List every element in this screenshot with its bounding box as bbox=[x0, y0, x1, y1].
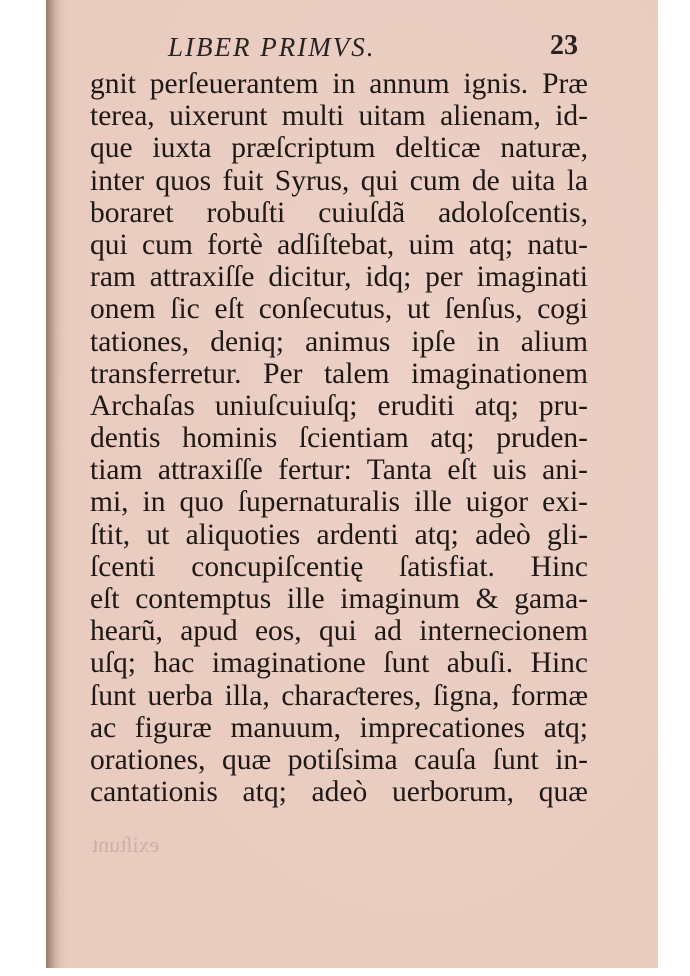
page-number: 23 bbox=[550, 30, 578, 61]
text-line: orationes, quæ potiſsima cauſa ſunt in- bbox=[90, 743, 588, 776]
text-line: que iuxta præſcriptum delticæ naturæ, bbox=[90, 132, 588, 165]
running-title: LIBER PRIMVS. bbox=[168, 32, 376, 62]
text-line: inter quos fuit Syrus, qui cum de uita la bbox=[90, 164, 588, 197]
text-line: tiam attraxiſſe fertur: Tanta eſt uis ani- bbox=[90, 454, 588, 487]
text-line: ſunt uerba illa, charaƈteres, ſigna, formæ bbox=[90, 679, 588, 712]
bleed-through-catchword: exiſtunt bbox=[92, 832, 160, 857]
text-line: cantationis atq; adeò uerborum, quæ bbox=[90, 776, 588, 809]
text-line: boraret robuſti cuiuſdã adoloſcentis, bbox=[90, 196, 588, 229]
text-line: ac figuræ manuum, imprecationes atq; bbox=[90, 711, 588, 744]
page-gutter-shadow bbox=[46, 0, 60, 968]
text-line: ram attraxiſſe dicitur, idq; per imaginati bbox=[90, 261, 588, 294]
text-line: Archaſas uniuſcuiuſq; eruditi atq; pru- bbox=[90, 389, 588, 422]
running-header bbox=[168, 32, 578, 66]
text-line: ſtit, ut aliquoties ardenti atq; adeò gli- bbox=[90, 518, 588, 551]
text-line: transferretur. Per talem imaginationem bbox=[90, 357, 588, 390]
text-line: hearũ, apud eos, qui ad internecionem bbox=[90, 615, 588, 648]
text-line: ſcenti concupiſcentię ſatisfiat. Hinc bbox=[90, 550, 588, 583]
text-line: qui cum fortè adſiſtebat, uim atq; natu- bbox=[90, 228, 588, 261]
text-line: dentis hominis ſcientiam atq; pruden- bbox=[90, 422, 588, 455]
text-line: gnit perſeuerantem in annum ignis. Præ bbox=[90, 68, 588, 100]
text-line: eſt contemptus ille imaginum & gama- bbox=[90, 583, 588, 615]
text-line: tationes, deniq; animus ipſe in alium bbox=[90, 325, 588, 358]
text-line: mi, in quo ſupernaturalis ille uigor exi- bbox=[90, 486, 588, 519]
text-line: onem ſic eſt conſecutus, ut ſenſus, cogi bbox=[90, 293, 588, 326]
text-line: uſq; hac imaginatione ſunt abuſi. Hinc bbox=[90, 647, 588, 680]
text-line: terea, uixerunt multi uitam alienam, id- bbox=[90, 100, 588, 133]
body-text bbox=[90, 68, 588, 808]
